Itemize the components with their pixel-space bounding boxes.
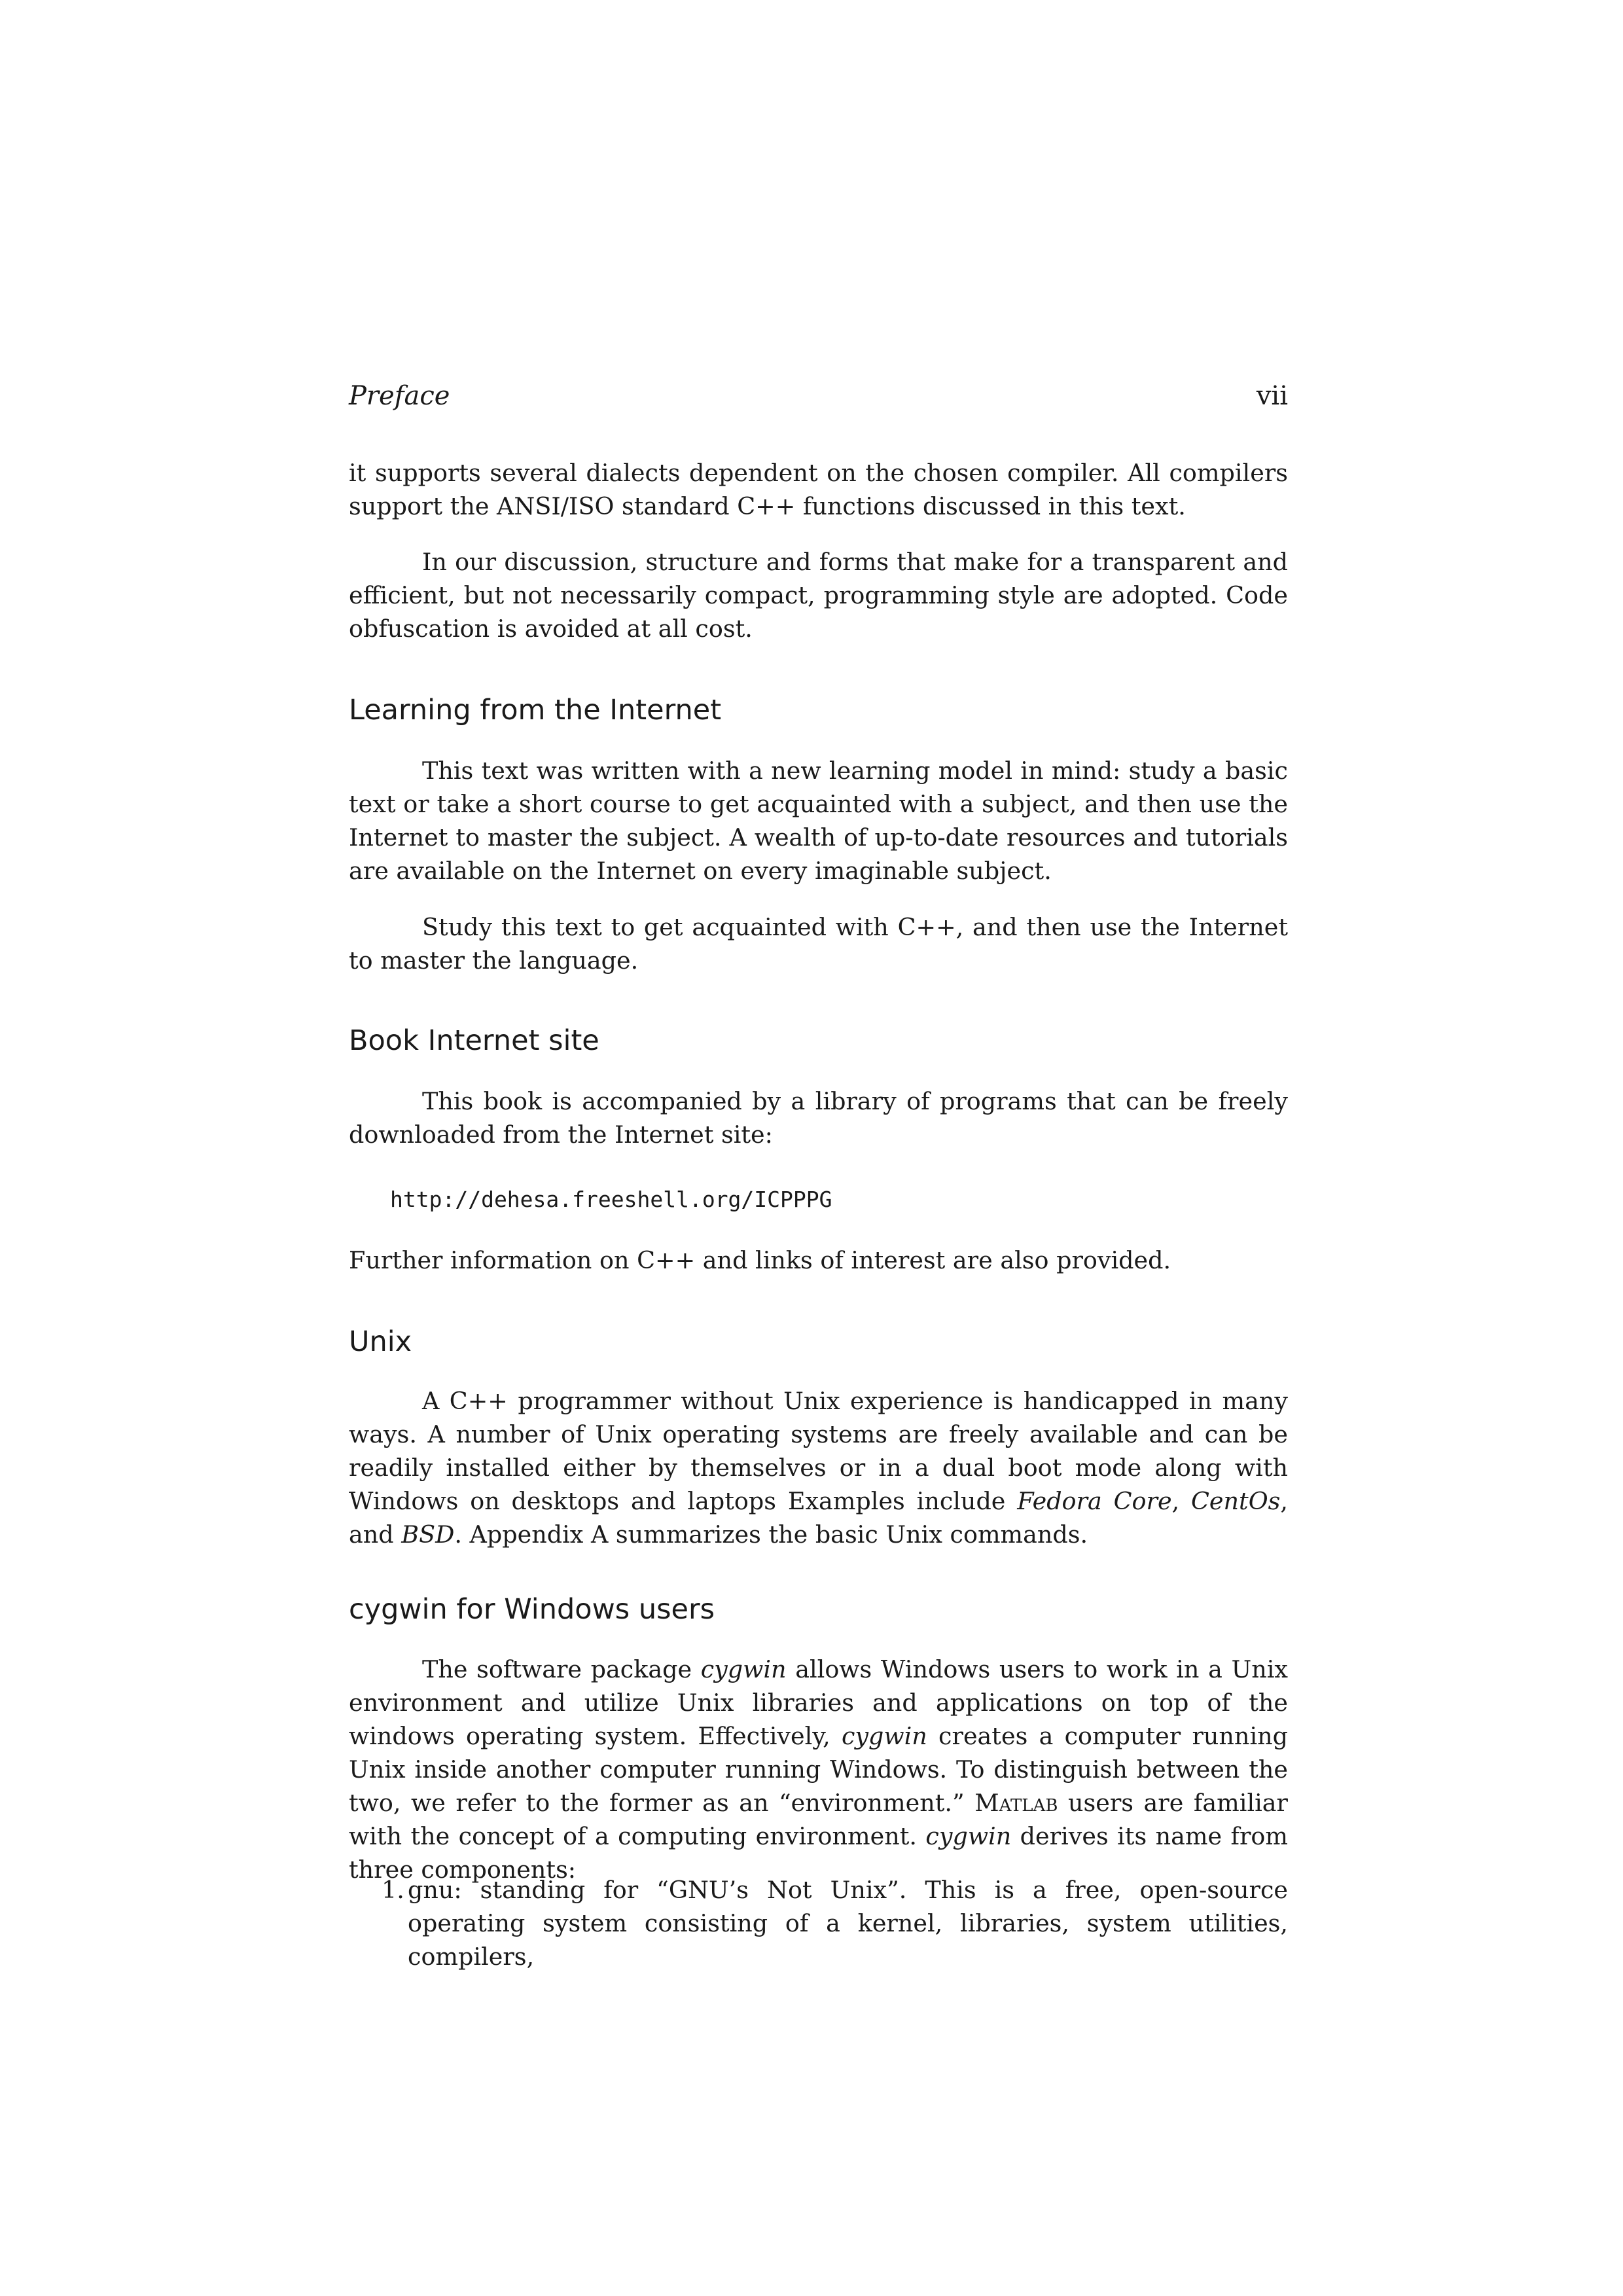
unix-sep-1: , xyxy=(1171,1487,1191,1515)
paragraph-further-info: Further information on C++ and links of interest are also provided. xyxy=(349,1246,1171,1274)
section-heading-book-site: Book Internet site xyxy=(349,1024,599,1057)
unix-text-a: A C++ programmer without Unix experience is handicapped in many ways. A number of Unix operating systems are freely available and can be readily installed either by themselves or in a dual boot mode along with Windows on desktops and laptops Examples include xyxy=(349,1387,1288,1515)
list-item-text: gnu: standing for “GNU’s Not Unix”. This is a free, open-source operating system consisting of a kernel, libraries, system utilities, compilers, xyxy=(408,1876,1288,1971)
cygwin-text-e: derives its name from three components: xyxy=(349,1822,1289,1884)
paragraph-unix xyxy=(349,1384,1288,1551)
cygwin-term-3: cygwin xyxy=(925,1822,1012,1850)
list-item xyxy=(349,1873,1288,1973)
cygwin-text-c: creates a computer running Unix inside another computer running Windows. To distinguish between the two, we refer to the former as an “environment.” xyxy=(349,1722,1288,1817)
unix-bsd: BSD xyxy=(401,1520,455,1549)
paragraph-cygwin xyxy=(349,1653,1288,1886)
section-heading-learning: Learning from the Internet xyxy=(349,694,722,726)
page-number: vii xyxy=(1256,381,1288,411)
paragraph-library: This book is accompanied by a library of programs that can be freely downloaded from the Internet site: xyxy=(349,1087,1288,1149)
book-site-url[interactable]: http://dehesa.freeshell.org/ICPPPG xyxy=(390,1187,832,1212)
paragraph-study-text: Study this text to get acquainted with C++, and then use the Internet to master the language. xyxy=(349,913,1288,975)
paragraph-compilers: it supports several dialects dependent on the chosen compiler. All compilers support the ANSI/ISO standard C++ functions discussed in this text. xyxy=(349,459,1288,520)
cygwin-text-b: allows Windows users to work in a Unix environment and utilize Unix libraries and applications on top of the windows operating system. Effectively, xyxy=(349,1655,1288,1750)
running-header-title: Preface xyxy=(349,381,450,411)
cygwin-components-list xyxy=(349,1873,1288,1973)
matlab-name: Matlab xyxy=(974,1789,1058,1817)
list-item-number: 1. xyxy=(382,1876,404,1904)
section-heading-unix: Unix xyxy=(349,1325,412,1358)
cygwin-text-d: users are familiar with the concept of a computing environment. xyxy=(349,1789,1288,1850)
cygwin-term-2: cygwin xyxy=(841,1722,927,1750)
cygwin-term-1: cygwin xyxy=(700,1655,787,1683)
cygwin-text-a: The software package xyxy=(422,1655,701,1683)
running-header xyxy=(349,381,1288,420)
paragraph-style: In our discussion, structure and forms that make for a transparent and efficient, but not necessarily compact, programming style are adopted. Code obfuscation is avoided at all cost. xyxy=(349,548,1288,643)
paragraph-learning-model: This text was written with a new learning model in mind: study a basic text or take a short course to get acquainted with a subject, and then use the Internet to master the subject. A wealth of up-to-date resources and tutorials are available on the Internet on every imaginable subject. xyxy=(349,757,1288,885)
unix-centos: CentOs xyxy=(1191,1487,1281,1515)
unix-fedora: Fedora Core xyxy=(1017,1487,1172,1515)
unix-text-b: . Appendix A summarizes the basic Unix commands. xyxy=(454,1520,1088,1549)
unix-sep-2: , and xyxy=(349,1487,1288,1549)
section-heading-cygwin: cygwin for Windows users xyxy=(349,1593,715,1626)
